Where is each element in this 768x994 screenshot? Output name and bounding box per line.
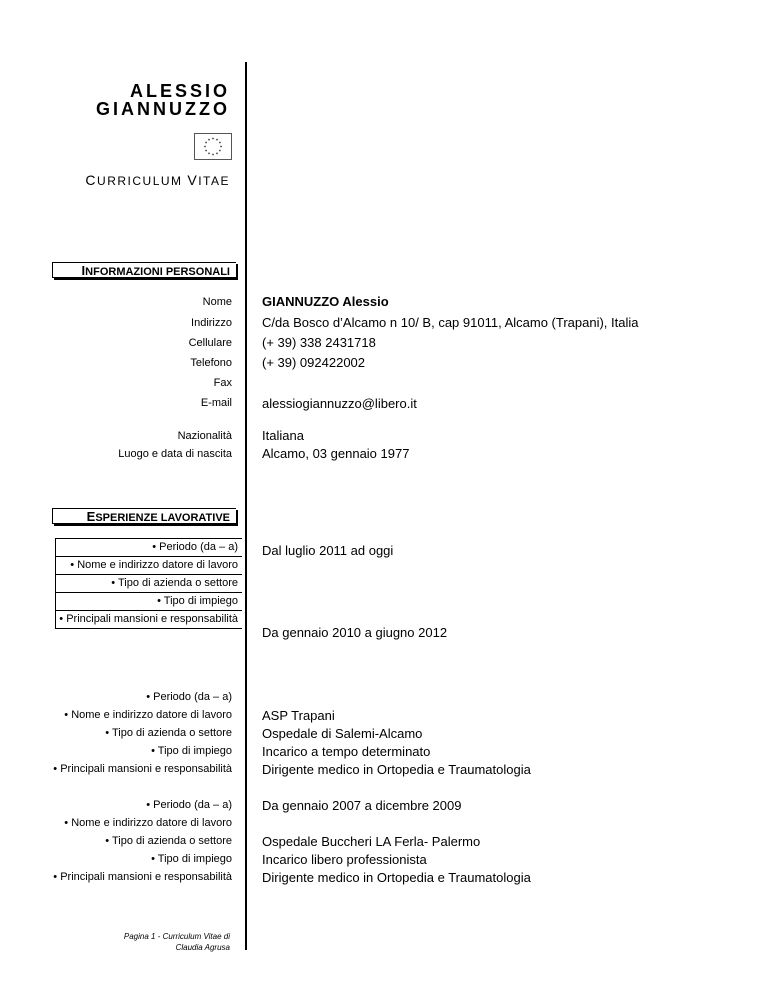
label-datore-2: • Nome e indirizzo datore di lavoro [64, 709, 232, 721]
footer-line-1: Pagina 1 - Curriculum Vitae di [123, 932, 230, 941]
label-azienda-2: • Tipo di azienda o settore [105, 727, 232, 739]
label-datore-3: • Nome e indirizzo datore di lavoro [64, 817, 232, 829]
label-impiego-3: • Tipo di impiego [151, 853, 232, 865]
table-row: • Nome e indirizzo datore di lavoro [56, 557, 242, 575]
value-sector-2: Ospedale di Salemi-Alcamo [262, 726, 423, 741]
table-row: • Periodo (da – a) [56, 539, 242, 557]
experience-table-1 [55, 538, 242, 629]
value-sector-3: Ospedale Buccheri LA Ferla- Palermo [262, 834, 481, 849]
footer-line-2: Claudia Agrusa [175, 943, 230, 952]
eu-flag-icon [194, 133, 232, 160]
value-nome: GIANNUZZO Alessio [262, 294, 389, 309]
label-indirizzo: Indirizzo [191, 317, 232, 329]
label-periodo-2: • Periodo (da – a) [146, 691, 232, 703]
label-luogo-nascita: Luogo e data di nascita [118, 448, 232, 460]
value-duties-2: Dirigente medico in Ortopedia e Traumatologia [262, 762, 531, 777]
label-nazionalita: Nazionalità [177, 430, 232, 442]
label-cellulare: Cellulare [188, 337, 232, 349]
value-cellulare: (+ 39) 338 2431718 [262, 335, 376, 350]
value-nazionalita: Italiana [262, 428, 304, 443]
section-personal-info: INFORMAZIONI PERSONALI [52, 262, 236, 278]
label-telefono: Telefono [190, 357, 232, 369]
label-impiego-2: • Tipo di impiego [151, 745, 232, 757]
value-period-1b: Da gennaio 2010 a giugno 2012 [262, 625, 448, 640]
label-mansioni-2: • Principali mansioni e responsabilità [53, 763, 232, 775]
page-footer [124, 931, 230, 953]
value-period-1: Dal luglio 2011 ad oggi [262, 543, 394, 558]
value-type-3: Incarico libero professionista [262, 852, 427, 867]
value-type-2: Incarico a tempo determinato [262, 744, 431, 759]
label-mansioni-3: • Principali mansioni e responsabilità [53, 871, 232, 883]
label-periodo-3: • Periodo (da – a) [146, 799, 232, 811]
value-indirizzo: C/da Bosco d’Alcamo n 10/ B, cap 91011, Alcamo (Trapani), Italia [262, 315, 639, 330]
table-row: • Principali mansioni e responsabilità [56, 611, 242, 629]
cv-title: CURRICULUM VITAE [85, 172, 230, 188]
label-azienda-3: • Tipo di azienda o settore [105, 835, 232, 847]
last-name: GIANNUZZO [96, 99, 230, 119]
value-duties-3: Dirigente medico in Ortopedia e Traumatologia [262, 870, 531, 885]
label-nome: Nome [202, 296, 232, 308]
label-fax: Fax [213, 377, 232, 389]
value-luogo-nascita: Alcamo, 03 gennaio 1977 [262, 446, 410, 461]
value-employer-2: ASP Trapani [262, 708, 335, 723]
first-name: ALESSIO [129, 81, 230, 101]
section-experience: ESPERIENZE LAVORATIVE [52, 508, 236, 524]
vertical-divider [245, 62, 247, 950]
value-telefono: (+ 39) 092422002 [262, 355, 366, 370]
table-row: • Tipo di azienda o settore [56, 575, 242, 593]
label-email: E-mail [200, 397, 232, 409]
value-period-3: Da gennaio 2007 a dicembre 2009 [262, 798, 462, 813]
table-row: • Tipo di impiego [56, 593, 242, 611]
value-email[interactable]: alessiogiannuzzo@libero.it [262, 396, 417, 411]
